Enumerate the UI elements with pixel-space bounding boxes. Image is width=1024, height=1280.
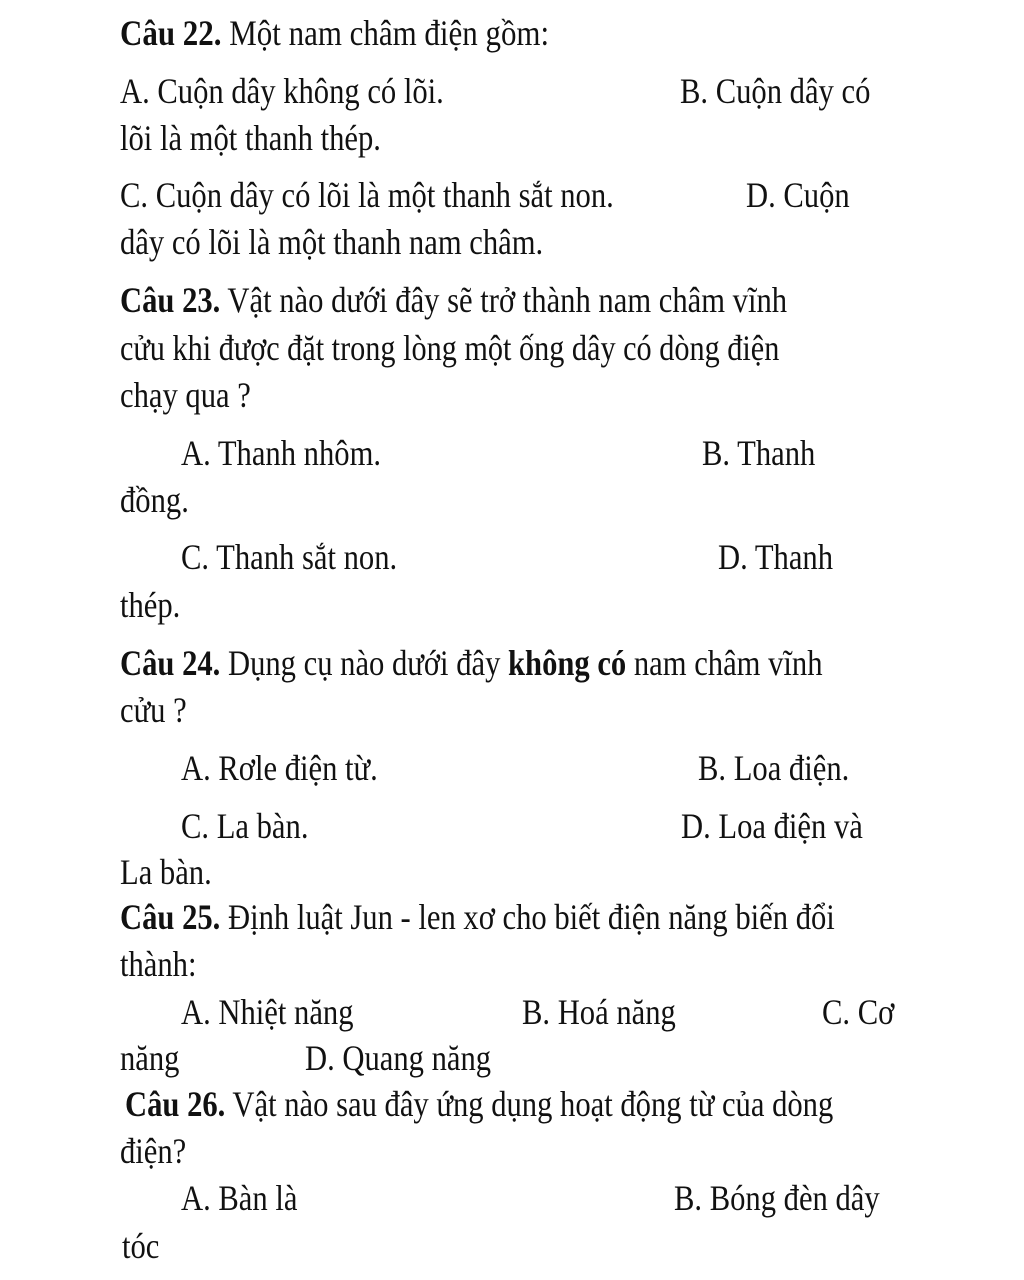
- question-25-option-a: A. Nhiệt năng: [181, 992, 354, 1032]
- question-23-option-d: D. Thanh: [718, 537, 834, 577]
- question-23-option-b-cont: đồng.: [120, 480, 189, 520]
- question-23-option-b: B. Thanh: [702, 433, 816, 473]
- question-26-option-a: A. Bàn là: [181, 1178, 298, 1218]
- question-25-text-line-2: thành:: [120, 944, 197, 984]
- question-23-option-c: C. Thanh sắt non.: [181, 537, 398, 577]
- question-25-prompt: [120, 899, 835, 935]
- question-26-option-b: B. Bóng đèn dây: [674, 1178, 880, 1218]
- question-24-prompt: [120, 645, 823, 681]
- question-24-emphasis: không có: [508, 643, 627, 683]
- question-24-label: Câu 24.: [120, 643, 221, 683]
- question-22-text: Một nam châm điện gồm:: [221, 13, 550, 53]
- question-22-prompt: [120, 15, 549, 51]
- question-23-label: Câu 23.: [120, 280, 221, 320]
- question-22-option-c: C. Cuộn dây có lõi là một thanh sắt non.: [120, 175, 614, 215]
- question-26-label: Câu 26.: [125, 1084, 226, 1124]
- question-26-text-line-1: Vật nào sau đây ứng dụng hoạt động từ của dòng: [225, 1084, 834, 1124]
- question-23-option-a: A. Thanh nhôm.: [181, 433, 382, 473]
- question-24-option-c: C. La bàn.: [181, 806, 309, 846]
- question-25-option-c-cont: năng: [120, 1038, 180, 1078]
- question-22-option-b: B. Cuộn dây có: [680, 71, 871, 111]
- question-25-option-b: B. Hoá năng: [522, 992, 676, 1032]
- question-24-text-part-2: nam châm vĩnh: [626, 643, 823, 683]
- question-24-text-part-1: Dụng cụ nào dưới đây: [220, 643, 509, 683]
- question-24-text-line-2: cửu ?: [120, 690, 187, 730]
- question-22-option-a: A. Cuộn dây không có lõi.: [120, 71, 444, 111]
- question-23-text-line-3: chạy qua ?: [120, 375, 251, 415]
- question-25-text-line-1: Định luật Jun - len xơ cho biết điện năng biến đổi: [220, 897, 835, 937]
- question-23-text-line-1: Vật nào dưới đây sẽ trở thành nam châm vĩnh: [220, 280, 788, 320]
- question-25-label: Câu 25.: [120, 897, 221, 937]
- question-26-option-b-cont: tóc: [122, 1226, 160, 1266]
- question-23-prompt: [120, 282, 787, 318]
- question-24-option-a: A. Rơle điện từ.: [181, 748, 378, 788]
- question-22-label: Câu 22.: [120, 13, 222, 53]
- question-22-option-d-cont: dây có lõi là một thanh nam châm.: [120, 222, 544, 262]
- question-22-option-b-cont: lõi là một thanh thép.: [120, 118, 381, 158]
- question-24-option-d-cont: La bàn.: [120, 852, 212, 892]
- question-25-option-c: C. Cơ: [822, 992, 895, 1032]
- question-26-prompt: [125, 1086, 833, 1122]
- question-23-option-d-cont: thép.: [120, 585, 181, 625]
- question-26-text-line-2: điện?: [120, 1131, 187, 1171]
- question-24-option-b: B. Loa điện.: [698, 748, 850, 788]
- question-22-option-d: D. Cuộn: [746, 175, 850, 215]
- question-24-option-d: D. Loa điện và: [681, 806, 863, 846]
- question-25-option-d: D. Quang năng: [305, 1038, 492, 1078]
- question-23-text-line-2: cửu khi được đặt trong lòng một ống dây có dòng điện: [120, 328, 780, 368]
